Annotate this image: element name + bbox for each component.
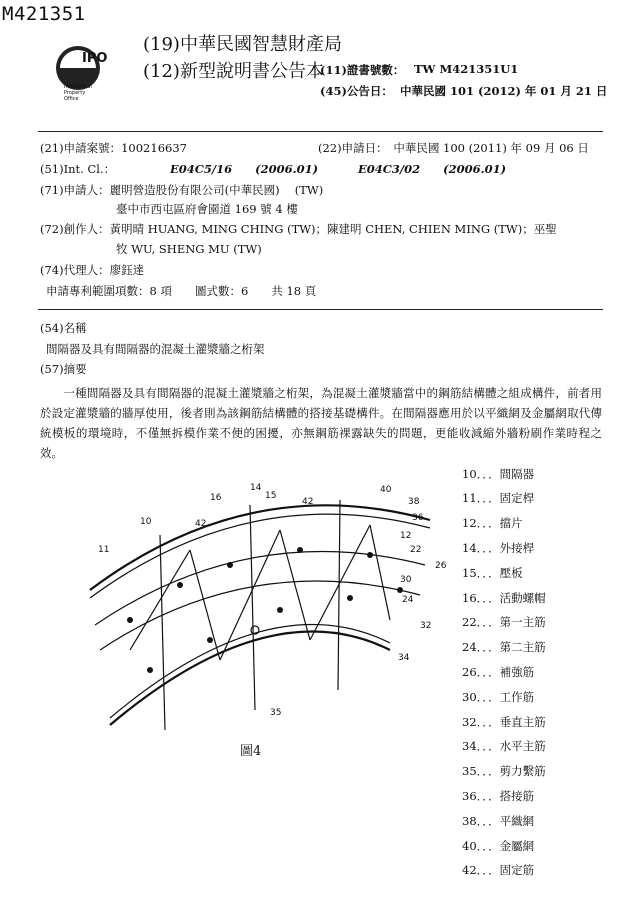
claims-summary: 申請專利範圍項數：8 項 圖式數：6 共 18 頁 <box>46 284 317 298</box>
figure-label: 12 <box>400 531 412 541</box>
figure-label: 30 <box>400 575 412 585</box>
figure-label: 10 <box>140 517 152 527</box>
legend-item: 14．．．外接桿 <box>462 541 535 555</box>
title-label: (54)名稱 <box>40 321 87 335</box>
legend-item: 12．．．擋片 <box>462 516 523 530</box>
patent-number: M421351 <box>2 3 86 25</box>
document-type: (12)新型說明書公告本 <box>143 61 324 82</box>
figure-label: 34 <box>398 653 410 663</box>
abstract-label: (57)摘要 <box>40 362 87 376</box>
cert-label: (11)證書號數： <box>320 63 405 77</box>
legend-item: 36．．．搭接筋 <box>462 789 535 803</box>
figure-label: 14 <box>250 483 262 493</box>
svg-text:Office: Office <box>64 96 79 102</box>
legend-item: 24．．．第二主筋 <box>462 640 546 654</box>
legend-item: 11．．．固定桿 <box>462 491 535 505</box>
figure-label: 22 <box>410 545 422 555</box>
legend-item: 30．．．工作筋 <box>462 690 535 704</box>
legend-item: 40．．．金屬網 <box>462 839 535 853</box>
legend-item: 10．．．間隔器 <box>462 467 535 481</box>
figure-label: 15 <box>265 491 277 501</box>
cert-value: TW M421351U1 <box>414 62 519 76</box>
intcl-1: E04C5/16 (2006.01) <box>170 162 319 176</box>
legend-item: 16．．．活動螺帽 <box>462 591 546 605</box>
application-date: (22)申請日： 中華民國 100 (2011) 年 09 月 06 日 <box>318 141 589 155</box>
office-name: (19)中華民國智慧財產局 <box>143 34 342 55</box>
intcl-2: E04C3/02 (2006.01) <box>358 162 507 176</box>
svg-text:Intellectual: Intellectual <box>64 84 92 90</box>
legend-item: 22．．．第一主筋 <box>462 615 546 629</box>
agent: (74)代理人：廖鈺達 <box>40 263 145 277</box>
figure-label: 42 <box>195 519 207 529</box>
applicant: (71)申請人：麗明營造股份有限公司(中華民國) (TW) <box>40 183 324 197</box>
figure-label: 35 <box>270 708 282 718</box>
ipo-logo <box>52 38 128 108</box>
abstract-text: 一種間隔器及具有間隔器的混凝土灌漿牆之桁架，為混凝土灌漿牆當中的鋼筋結構體之組成構件，前者用於設定灌漿牆的牆厚使用，後者則為該鋼筋結構體的搭接基礎構件。在間隔器應用於以平織網及金屬網取代傳統模板的環境時，不僅無拆模作業不便的困擾，亦無鋼筋裸露缺失的問題，更能收減縮外牆粉刷作業時程之效。 <box>40 386 602 460</box>
figure-label: 32 <box>420 621 432 631</box>
legend-item: 38．．．平織網 <box>462 814 535 828</box>
figure-label: 40 <box>380 485 392 495</box>
legend-item: 26．．．補強筋 <box>462 665 535 679</box>
pub-date-value: 中華民國 101 (2012) 年 01 月 21 日 <box>400 84 608 98</box>
pub-date-label: (45)公告日： <box>320 84 393 98</box>
legend-item: 34．．．水平主筋 <box>462 739 546 753</box>
divider-middle <box>38 309 603 310</box>
invention-title: 間隔器及具有間隔器的混凝土灌漿牆之桁架 <box>46 342 265 356</box>
legend-item: 32．．．垂直主筋 <box>462 715 546 729</box>
applicant-address: 臺中市西屯區府會園道 169 號 4 樓 <box>116 202 298 216</box>
figure-label: 26 <box>435 561 447 571</box>
figure-caption: 圖4 <box>240 744 262 759</box>
inventors-line-1: (72)創作人：黃明晴 HUANG, MING CHING (TW)；陳建明 CHEN, CHIEN MING (TW)；巫聖 <box>40 222 557 236</box>
figure-label: 16 <box>210 493 222 503</box>
figure-label: 11 <box>98 545 110 555</box>
intcl-label: (51)Int. Cl.： <box>40 162 116 176</box>
legend-item: 35．．．剪力繫筋 <box>462 764 546 778</box>
figure-label: 38 <box>408 497 420 507</box>
figure-label: 36 <box>412 513 424 523</box>
figure-label: 42 <box>302 497 314 507</box>
figure-label: 24 <box>402 595 414 605</box>
svg-text:Property: Property <box>64 90 86 96</box>
application-number: (21)申請案號：100216637 <box>40 141 187 155</box>
figure-4-drawing <box>70 480 460 740</box>
legend-item: 15．．．壓板 <box>462 566 523 580</box>
legend-item: 42．．．固定筋 <box>462 863 535 877</box>
svg-text:IPO: IPO <box>82 51 108 66</box>
inventors-line-2: 牧 WU, SHENG MU (TW) <box>116 242 262 256</box>
divider-top <box>38 131 603 132</box>
